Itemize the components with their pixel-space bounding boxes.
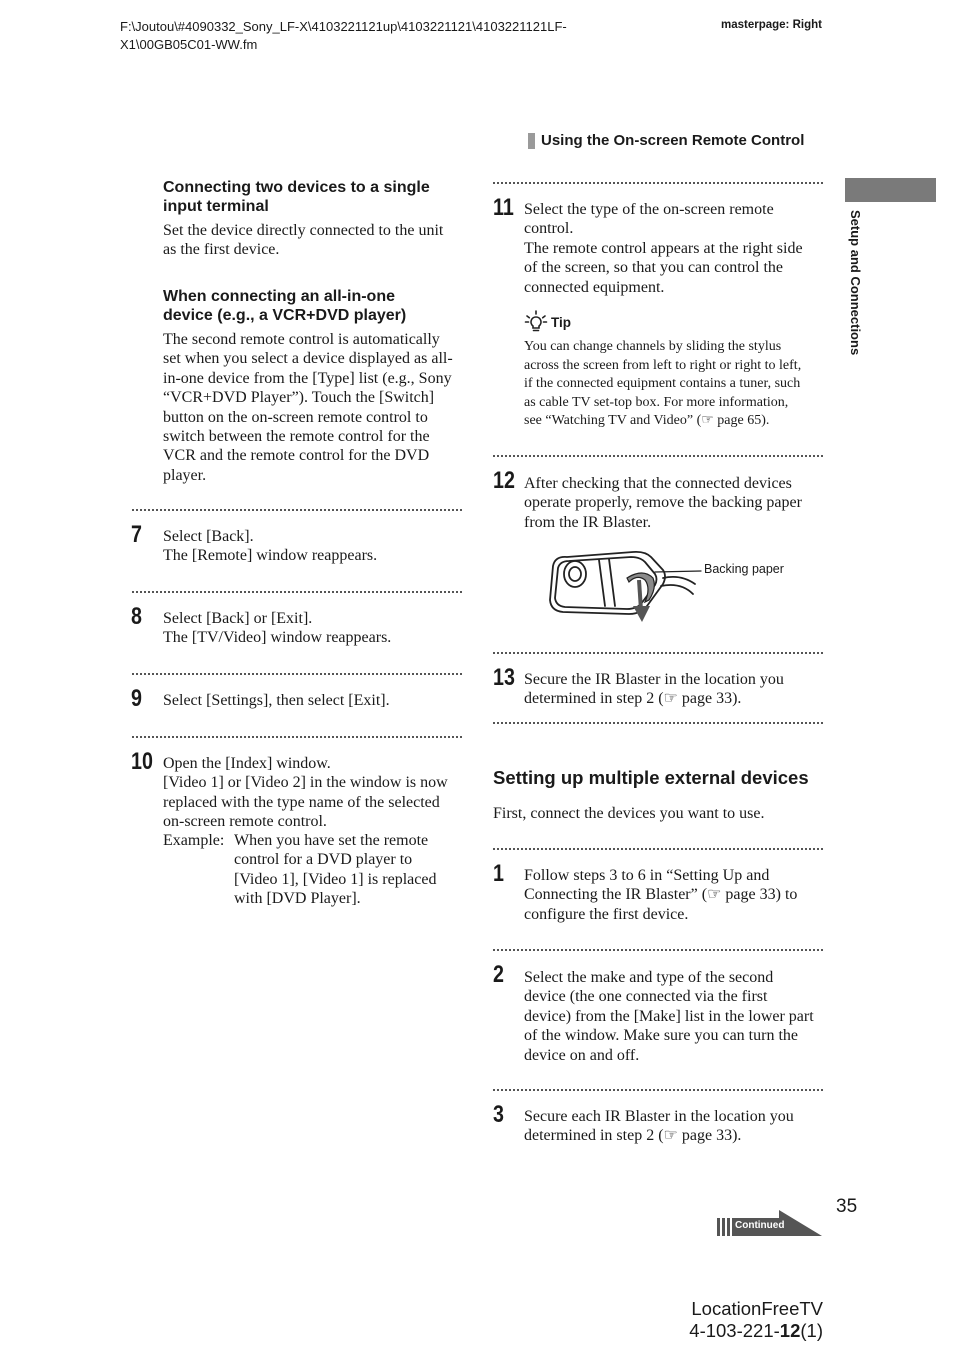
step-line: Follow steps 3 to 6 in “Setting Up and <box>524 867 770 884</box>
footer-product: LocationFreeTV <box>691 1298 823 1319</box>
footer-code-suffix: (1) <box>800 1320 823 1341</box>
file-path <box>120 18 567 54</box>
step-3-text <box>524 1107 824 1146</box>
continued-label: Continued <box>735 1220 785 1231</box>
step-line: from the IR Blaster. <box>524 513 652 531</box>
subsection-title-line: input terminal <box>163 198 269 215</box>
step-line: After checking that the connected devices <box>524 475 792 492</box>
tip-line: across the screen from left to right or right to left, <box>524 357 802 373</box>
tip-line: if the connected equipment contains a tuner, such <box>524 376 801 391</box>
body-line: button on the on-screen remote control to <box>163 408 428 426</box>
step-number-7: 7 <box>131 521 142 548</box>
subsection-title-line: When connecting an all-in-one <box>163 288 395 305</box>
step-line: determined in step 2 (☞ page 33). <box>524 1127 742 1145</box>
step-13-text <box>524 670 824 709</box>
footer-code-bold: 12 <box>779 1320 801 1341</box>
file-path-line2: X1\00GB05C01-WW.fm <box>120 37 258 52</box>
step-9-text <box>163 691 463 710</box>
subsection-title-all-in-one <box>163 287 463 325</box>
body-line: as the first device. <box>163 241 280 259</box>
step-line: of the window. Make sure you can turn the <box>524 1027 798 1045</box>
dotted-divider <box>132 736 462 738</box>
step-11-text <box>524 200 824 297</box>
step-number-13: 13 <box>493 664 515 691</box>
body-line: set when you select a device displayed as all- <box>163 350 453 368</box>
tip-line: as cable TV set-top box. For more information, <box>524 394 789 410</box>
ir-blaster-illustration <box>545 548 705 626</box>
section-title: Using the On-screen Remote Control <box>541 132 805 149</box>
body-line: player. <box>163 466 207 484</box>
step-number-10: 10 <box>131 748 153 775</box>
step-line: device on and off. <box>524 1046 640 1064</box>
masterpage-label: masterpage: Right <box>721 19 822 31</box>
step-number-2: 2 <box>493 961 504 988</box>
step-line: of the screen, so that you can control the <box>524 259 784 277</box>
dotted-divider <box>132 591 462 593</box>
step-line: The remote control appears at the right side <box>524 239 803 257</box>
step-line: Connecting the IR Blaster” (☞ page 33) to <box>524 886 798 904</box>
step-line: device (the one connected via the first <box>524 988 768 1006</box>
side-tab-label: Setup and Connections <box>848 210 863 356</box>
dotted-divider <box>493 455 823 457</box>
example-label: Example: <box>163 832 225 849</box>
dotted-divider <box>493 182 823 184</box>
tip-line: You can change channels by sliding the stylus <box>524 339 782 354</box>
page-number: 35 <box>836 1196 858 1217</box>
step-line: device) from the [Make] list in the lower part <box>524 1007 814 1025</box>
step-line: replaced with the type name of the selected <box>163 793 440 811</box>
example-line: with [DVD Player]. <box>234 890 361 908</box>
tip-line: see “Watching TV and Video” (☞ page 65). <box>524 413 770 428</box>
step-number-9: 9 <box>131 685 142 712</box>
subsection-body-all-in-one <box>163 330 463 485</box>
body-line: VCR and the remote control for the DVD <box>163 447 430 465</box>
step-7-text <box>163 527 463 566</box>
tip-label: Tip <box>551 315 571 330</box>
body-line: Set the device directly connected to the unit <box>163 222 444 239</box>
subsection-title-line: device (e.g., a VCR+DVD player) <box>163 307 407 324</box>
subsection-body-two-devices <box>163 221 463 260</box>
body-line: switch between the remote control for the <box>163 428 430 446</box>
step-line: Select [Back] or [Exit]. <box>163 610 313 627</box>
step-number-1: 1 <box>493 860 504 887</box>
step-line: Select [Back]. <box>163 528 254 545</box>
step-number-11: 11 <box>493 194 514 221</box>
example-line: control for a DVD player to <box>234 851 413 869</box>
side-tab <box>845 178 936 202</box>
step-line: The [Remote] window reappears. <box>163 547 378 565</box>
step-2-text <box>524 968 824 1065</box>
file-path-line1: F:\Joutou\#4090332_Sony_LF-X\4103221121up\4103221121\4103221121LF- <box>120 19 567 34</box>
footer <box>689 1298 823 1342</box>
step-line: [Video 1] or [Video 2] in the window is now <box>163 774 448 792</box>
subsection-title-line: Connecting two devices to a single <box>163 179 430 196</box>
section-title-bar <box>528 133 535 149</box>
step-line: Secure each IR Blaster in the location you <box>524 1108 794 1125</box>
footer-code <box>689 1320 823 1342</box>
step-line: operate properly, remove the backing paper <box>524 494 802 512</box>
subsection-title-two-devices <box>163 178 463 216</box>
step-number-12: 12 <box>493 467 515 494</box>
step-12-text <box>524 474 824 532</box>
step-line: Secure the IR Blaster in the location you <box>524 671 784 688</box>
backing-paper-label: Backing paper <box>704 562 784 576</box>
step-number-3: 3 <box>493 1101 504 1128</box>
dotted-divider <box>493 1089 823 1091</box>
tip-text <box>524 338 824 431</box>
step-line: on-screen remote control. <box>163 813 327 831</box>
step-line: control. <box>524 220 574 238</box>
lightbulb-icon <box>524 310 548 334</box>
step-line: connected equipment. <box>524 278 665 296</box>
dotted-divider <box>493 949 823 951</box>
example-line: When you have set the remote <box>234 832 429 849</box>
section-heading: Setting up multiple external devices <box>493 767 809 788</box>
step-line: Select [Settings], then select [Exit]. <box>163 692 390 709</box>
step-line: The [TV/Video] window reappears. <box>163 629 392 647</box>
dotted-divider <box>493 652 823 654</box>
step-line: configure the first device. <box>524 905 689 923</box>
body-line: in-one device from the [Type] list (e.g., Sony <box>163 369 452 387</box>
step-1-text <box>524 866 824 924</box>
side-tab-label-box <box>848 210 872 380</box>
step-line: determined in step 2 (☞ page 33). <box>524 690 742 708</box>
body-line: The second remote control is automatically <box>163 331 440 348</box>
step-number-8: 8 <box>131 603 142 630</box>
dotted-divider <box>493 848 823 850</box>
dotted-divider <box>493 722 823 724</box>
intro-text: First, connect the devices you want to use. <box>493 805 765 822</box>
step-8-text <box>163 609 463 648</box>
dotted-divider <box>132 509 462 511</box>
step-line: Select the make and type of the second <box>524 969 774 986</box>
body-line: “VCR+DVD Player”). Touch the [Switch] <box>163 389 435 407</box>
step-10-text <box>163 754 463 832</box>
example-line: [Video 1], [Video 1] is replaced <box>234 870 437 888</box>
example-text <box>234 831 464 909</box>
footer-code-prefix: 4-103-221- <box>689 1320 780 1341</box>
step-line: Select the type of the on-screen remote <box>524 201 774 218</box>
step-line: Open the [Index] window. <box>163 755 331 772</box>
dotted-divider <box>132 673 462 675</box>
